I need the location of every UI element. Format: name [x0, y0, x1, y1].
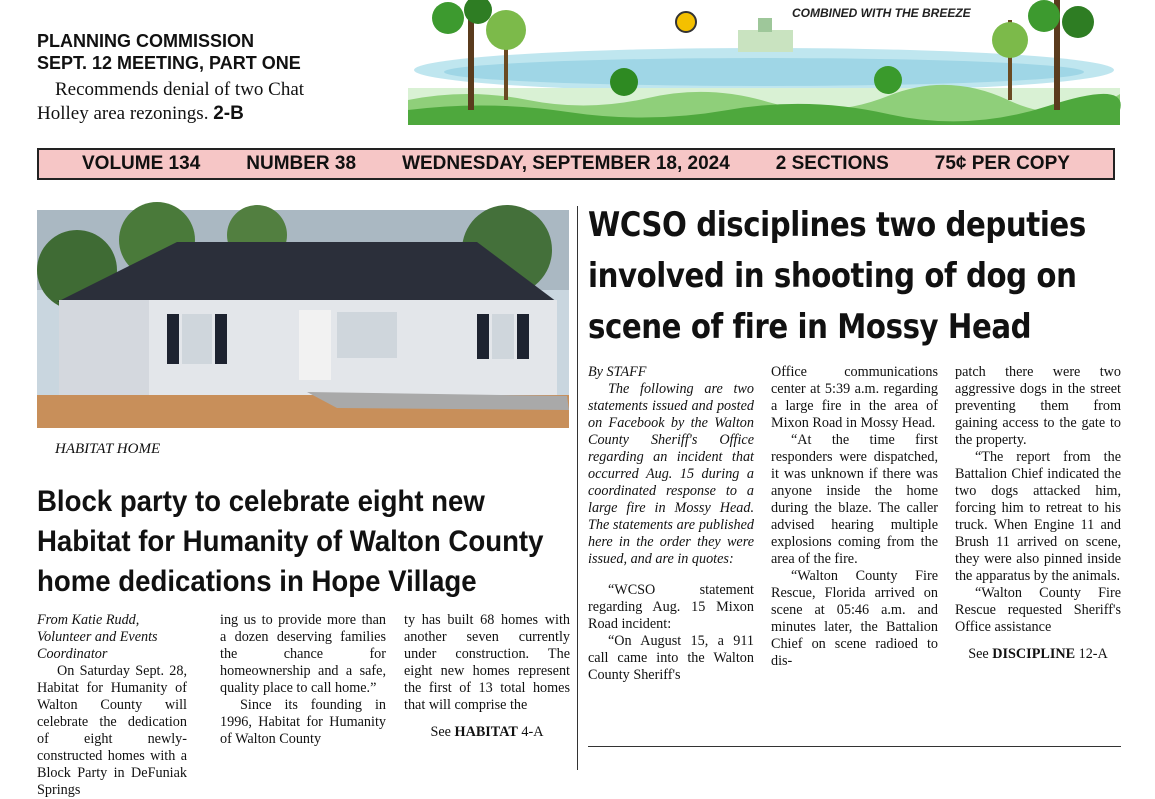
issue-number-label: NUMBER 38 [246, 153, 357, 174]
wcso-col3-p3: “Walton County Fire Rescue requested Sheriff's Office assistance [955, 585, 1121, 635]
wcso-column-3 [955, 364, 1121, 663]
wcso-column-2 [771, 364, 938, 670]
price-label: 75¢ PER COPY [934, 153, 1070, 174]
habitat-jump-word: HABITAT [454, 724, 518, 740]
bottom-rule [588, 746, 1121, 747]
issue-info-bar [37, 148, 1115, 180]
habitat-col2-p2: Since its founding in 1996, Habitat for Humanity of Walton County [220, 697, 386, 747]
teaser-headline [37, 30, 397, 74]
wcso-column-1 [588, 364, 754, 684]
habitat-column-2 [220, 612, 386, 748]
masthead-illustration [408, 0, 1120, 125]
habitat-headline: Block party to celebrate eight new Habitat for Humanity of Walton County home dedications in Hope Village [37, 485, 544, 598]
teaser-page-ref: 2-B [213, 103, 244, 124]
wcso-col2-p1: Office communications center at 5:39 a.m. regarding a large fire in the area of Mixon Road in Mossy Head. [771, 364, 938, 431]
teaser-summary [37, 78, 397, 126]
habitat-col3-p1: ty has built 68 homes with another seven currently under construction. The eight new homes represent the first of 13 total homes that will comprise the [404, 612, 570, 713]
masthead-tagline: COMBINED WITH THE BREEZE [792, 6, 971, 20]
photo-caption: HABITAT HOME [55, 441, 161, 457]
teaser-summary-line1: Recommends denial of two Chat [55, 79, 305, 100]
habitat-home-photo [37, 210, 569, 428]
wcso-byline: By STAFF [588, 364, 647, 380]
wcso-col3-p1: patch there were two aggressive dogs in the street preventing them from gaining access to the gate to the property. [955, 364, 1121, 448]
wcso-col3-p2: “The report from the Battalion Chief indicated the two dogs attacked him, forcing him to retreat to his truck. When Engine 11 and Brush 11 arrived on scene, they were also pinned inside the apparatus by the animals. [955, 449, 1121, 584]
teaser-summary-line2: Holley area rezonings. [37, 103, 209, 124]
habitat-col1-body: On Saturday Sept. 28, Habitat for Humanity of Walton County will celebrate the dedication of eight newly-constructed homes with a Block Party in DeFuniak Springs [37, 663, 187, 798]
habitat-col2-p1: ing us to provide more than a dozen deserving families the chance for homeownership and a safe, quality place to call home.” [220, 612, 386, 696]
issue-date-label: WEDNESDAY, SEPTEMBER 18, 2024 [402, 153, 730, 174]
volume-label: VOLUME 134 [82, 153, 201, 174]
column-divider [577, 206, 578, 770]
habitat-byline-name: From Katie Rudd, [37, 612, 140, 628]
teaser-headline-line1: PLANNING COMMISSION [37, 31, 255, 51]
habitat-column-3 [404, 612, 570, 741]
habitat-jump-prefix: See [430, 724, 451, 740]
teaser-headline-line2: SEPT. 12 MEETING, PART ONE [37, 53, 301, 73]
wcso-jump-prefix: See [968, 646, 989, 662]
wcso-col1-p2: “WCSO statement regarding Aug. 15 Mixon Road incident: [588, 582, 754, 632]
wcso-jump-page: 12-A [1078, 646, 1108, 662]
wcso-jump-word: DISCIPLINE [992, 646, 1076, 662]
habitat-jump-line[interactable] [404, 724, 570, 741]
wcso-col1-p3: “On August 15, a 911 call came into the Walton County Sheriff's [588, 633, 754, 683]
habitat-jump-page: 4-A [521, 724, 544, 740]
wcso-col2-p2: “At the time first responders were dispatched, it was unknown if there was anyone inside the home during the blaze. The caller advised hearing multiple explosions coming from the area of the fire. [771, 432, 938, 567]
sections-label: 2 SECTIONS [775, 153, 889, 174]
wcso-headline: WCSO disciplines two deputies involved in shooting of dog on scene of fire in Mossy Head [588, 205, 1086, 347]
habitat-byline-title: Volunteer and Events Coordinator [37, 629, 158, 662]
wcso-intro: The following are two statements issued and posted on Facebook by the Walton County Sheriff's Office regarding an incident that occurred Aug. 15 during a coordinated response to a large fire in Mossy Head. The statements are published here in the order they were issued, and are in quotes: [588, 381, 754, 567]
habitat-column-1 [37, 612, 187, 798]
wcso-col2-p3: “Walton County Fire Rescue, Florida arrived on scene at 05:46 a.m. and minutes later, the Battalion Chief on scene radioed to dis- [771, 568, 938, 669]
wcso-jump-line[interactable] [955, 646, 1121, 663]
